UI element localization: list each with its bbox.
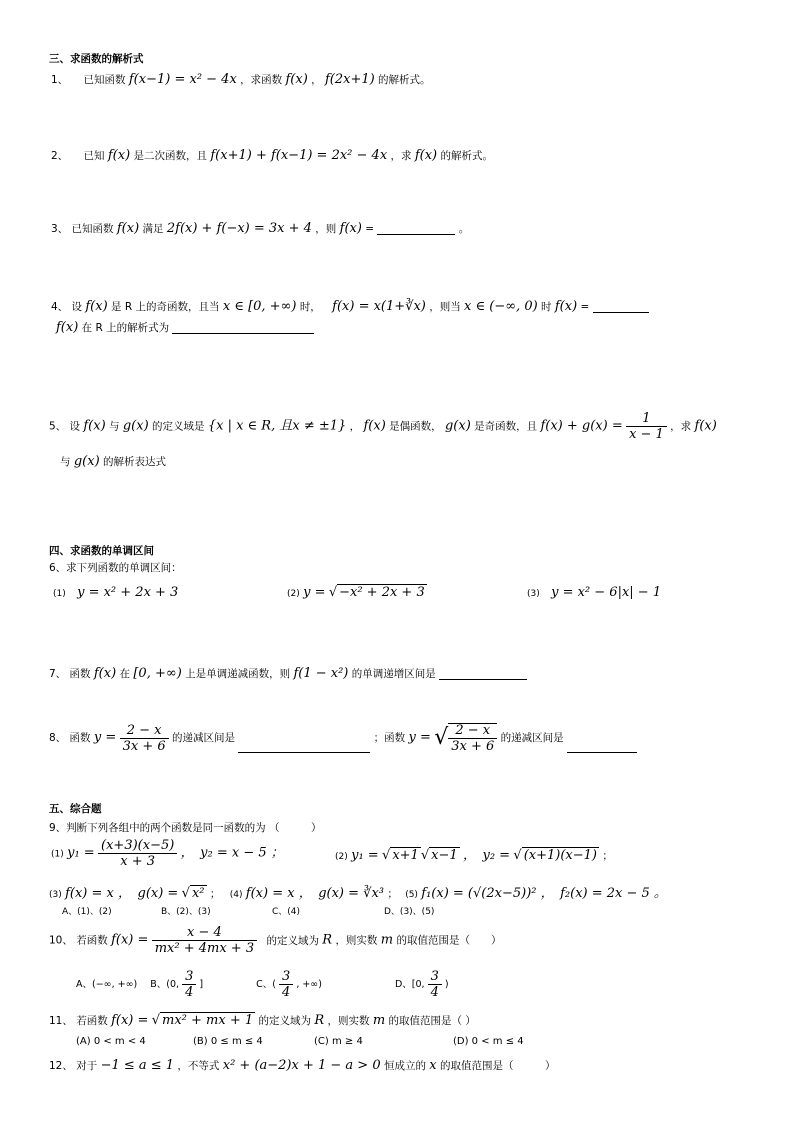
q6-part-1 [53,586,178,599]
q5-text-e: 是偶函数， [389,420,442,433]
q3-expr-2: 2f(x) + f(−x) = 3x + 4 [166,221,312,236]
q5-text-f: 是奇函数，且 [474,420,538,433]
q7-text-a: 函数 [69,668,91,680]
q9-p1-y2: ， y₂ = x − 5 ； [180,845,284,861]
q6-p3-label: (3) [527,589,540,599]
q4-expr-5: f(x) [554,299,578,314]
q6-p1-label: (1) [53,589,66,599]
q10-domain-R: R [322,932,333,948]
q9-p3-radicand: x² [191,886,205,901]
q9-p2-y1: y₁ = [351,848,379,863]
q10-text-a: 若函数 [76,934,108,947]
q9-p2-radicand-1: x+1 [392,848,419,863]
q1-expr-3: f(2x+1) [324,72,375,87]
q10-ob-num: 3 [182,970,196,985]
q12-text-b: ，不等式 [177,1060,220,1072]
q7-number: 7、 [49,668,67,680]
q9-p4-expr: f(x) = x ， g(x) = ∛x³ [245,886,384,901]
q3-end: 。 [458,223,470,235]
q10-od-num: 3 [428,970,442,985]
q3-answer-blank [377,224,455,235]
q10-frac-den: mx² + 4mx + 3 [154,941,255,956]
q10-expr-1: f(x) = [111,932,149,948]
q10-option-c-label: C、( [256,979,276,990]
q10-options [76,970,449,999]
q12-text-a: 对于 [76,1060,98,1072]
q1-text-b: ，求函数 [240,74,283,86]
q1-number: 1、 [51,74,69,86]
q6-part-2 [287,586,427,599]
question-6-intro: 6、求下列函数的单调区间： [49,562,182,574]
q5-text-h: 与 [60,456,71,468]
q11-text-b: 的定义域为 [258,1015,311,1027]
q9-part-2 [335,849,613,862]
q12-text-d: 的取值范围是（ ） [439,1060,556,1072]
q9-option-a[interactable]: A、(1)、(2) [62,907,112,917]
q8-number: 8、 [49,732,67,744]
q11-text-d: 的取值范围是（ ） [388,1015,476,1027]
q11-option-d[interactable]: (D) 0 < m ≤ 4 [453,1036,524,1047]
q12-number: 12、 [49,1060,73,1072]
q10-option-d-end: ) [444,979,449,990]
q6-p1-expr: y = x² + 2x + 3 [77,585,179,600]
q9-p2-y2: ， y₂ = [462,848,511,863]
q9-p1-den: x + 3 [120,854,156,869]
q12-expr-2: x² + (a−2)x + 1 − a > 0 [222,1058,381,1073]
q4-text-d: ，则当 [429,301,461,313]
q3-text-a: 已知函数 [71,223,114,235]
q5-text-a: 设 [69,420,81,433]
q11-text-c: ，则实数 [327,1015,370,1027]
q1-expr: f(x−1) = x² − 4x [128,72,237,87]
q8-text-a: 函数 [69,732,91,744]
q9-p3-root: √ x² [181,886,205,901]
q7-text-d: 的单调递增区间是 [351,668,436,680]
q3-number: 3、 [51,223,69,235]
q2-text-b: 是二次函数，且 [133,150,208,162]
q5-text-g: ，求 [670,420,692,433]
q11-number: 11、 [49,1015,73,1027]
q8-expr-1: y = [93,730,117,745]
q9-option-b[interactable]: B、(2)、(3) [161,907,211,917]
q5-text-b: 与 [109,420,120,433]
q6-p2-radical: √ −x² + 2x + 3 [328,585,425,600]
q5-fraction [626,412,667,441]
q6-p2-label: (2) [287,589,300,599]
q3-text-b: 满足 [142,223,164,235]
q9-p2-label: (2) [335,852,348,862]
q12-text-c: 恒成立的 [383,1060,426,1072]
q9-p2-radicand-2: x−1 [431,848,458,863]
q6-p2-prefix: y = [303,585,326,600]
q5-text-d: ， [349,420,361,433]
q4-eq: = [580,301,590,313]
question-7 [49,667,527,680]
q5-expr-1: f(x) [83,418,106,434]
q10-frac-num: x − 4 [152,926,257,941]
q9-p3-semi: ； [209,888,221,900]
q4-answer-blank-2 [172,323,314,334]
q9-p2-root2: √ x−1 [420,848,458,863]
q3-text-c: ，则 [315,223,337,235]
q9-part-3-5 [49,887,667,900]
q10-option-a[interactable]: A、(−∞, +∞) [76,979,138,990]
q8-text-b: 的递减区间是 [171,732,235,744]
q1-text-c: 的解析式。 [378,74,431,86]
q4-expr-3: f(x) = x(1+∛x) [332,299,426,314]
q10-option-c[interactable] [256,969,325,1000]
q2-expr-2: f(x+1) + f(x−1) = 2x² − 4x [210,148,388,163]
q4-text-e: 时 [541,301,552,313]
q9-p1-label: (1) [51,849,64,860]
question-3 [51,222,469,235]
q8-fraction-1 [120,724,169,753]
q4-expr-4: x ∈ (−∞, 0) [464,299,538,314]
q11-option-b[interactable]: (B) 0 ≤ m ≤ 4 [193,1036,263,1047]
q5-text-c: 的定义域是 [152,420,205,433]
q10-option-b[interactable] [150,969,206,1000]
q10-option-b-label: B、(0, [150,979,180,990]
q4-answer-blank-1 [593,302,649,313]
section-heading-4: 四、求函数的单调区间 [49,545,154,557]
q11-var-m: m [372,1013,386,1028]
q9-p1-fraction [98,839,177,868]
q4-expr-6: f(x) [56,320,79,335]
q8-frac2-den: 3x + 6 [451,739,495,754]
q2-text-c: ，求 [390,150,412,162]
q2-text-a: 已知 [83,150,105,162]
q4-text-b: 是 R 上的奇函数，且当 [111,301,220,313]
q9-p1-num: (x+3)(x−5) [98,839,177,854]
q9-part-1 [51,839,284,868]
q1-text-a: 已知函数 [83,74,126,86]
q10-option-c-frac [279,970,293,999]
q8-fraction-2 [448,723,497,753]
q6-part-3 [527,586,661,599]
q9-p3-expr: f(x) = x ， g(x) = [65,886,179,901]
q7-answer-blank [439,669,527,680]
q4-text-a: 设 [71,301,83,313]
q9-p2-radicand-3: (x+1)(x−1) [523,848,597,863]
question-4-line-2 [56,321,314,334]
q9-p2-root3: √ (x+1)(x−1) [513,848,597,863]
question-5-line-2 [60,455,166,468]
q2-expr-3: f(x) [414,148,438,163]
q10-option-d-label: D、[0, [394,979,425,990]
q3-expr-3: f(x) [339,221,362,236]
q10-number: 10、 [49,934,73,947]
question-1 [51,73,431,86]
q9-p5-label: (5) [405,890,418,900]
q2-number: 2、 [51,150,69,162]
q7-expr-1: f(x) [93,666,117,681]
q10-option-b-end: ] [199,979,204,990]
q1-sep: ， [311,74,322,86]
q5-expr-3: {x | x ∈ R, 且x ≠ ±1} [207,418,347,434]
q10-oc-den: 4 [282,985,291,1000]
q10-var-m: m [380,932,394,948]
q4-expr-1: f(x) [85,299,108,314]
q9-p4-label: (4) [229,890,243,900]
q10-option-c-end: , +∞) [296,979,322,990]
question-2 [51,149,493,162]
q9-p5-expr: f₁(x) = (√(2x−5))² ， f₂(x) = 2x − 5 。 [421,886,667,901]
q6-p2-radicand: −x² + 2x + 3 [339,585,425,600]
q4-expr-2: x ∈ [0, +∞) [222,299,297,314]
section-heading-3: 三、求函数的解析式 [49,53,144,65]
q10-text-d: 的取值范围是（ ） [396,934,502,947]
q1-expr-2: f(x) [285,72,308,87]
q3-expr-1: f(x) [116,221,140,236]
q11-root: √ mx² + mx + 1 [151,1013,254,1028]
q6-p3-expr: y = x² − 6|x| − 1 [551,585,662,600]
q9-p2-semi: ； [602,850,613,862]
q3-eq: = [365,223,375,235]
q5-expr-8: g(x) [73,454,100,469]
q11-text-a: 若函数 [76,1015,108,1027]
q2-text-d: 的解析式。 [440,150,493,162]
q9-p2-root1: √ x+1 [382,848,419,863]
q5-text-i: 的解析表达式 [102,456,166,468]
q8-text-d: 的递减区间是 [500,732,564,744]
q10-ob-den: 4 [185,985,194,1000]
q2-expr-1: f(x) [107,148,131,163]
q8-answer-blank-2 [567,742,637,753]
q10-option-d[interactable] [394,969,449,1000]
q8-frac1-den: 3x + 6 [122,738,166,754]
q9-option-d[interactable]: D、(3)、(5) [384,907,435,917]
q4-number: 4、 [51,301,69,313]
q11-option-a[interactable]: (A) 0 < m < 4 [76,1036,146,1047]
question-8 [49,723,637,753]
q12-var-x: x [429,1058,437,1073]
q7-expr-3: f(1 − x²) [293,666,349,681]
q5-expr-4: f(x) [363,418,386,434]
q9-p3-label: (3) [49,890,62,900]
q10-option-b-frac [182,970,196,999]
question-4 [51,300,649,313]
q5-number: 5、 [49,420,67,433]
q8-text-c: ；函数 [373,732,406,744]
q5-expr-2: g(x) [122,418,149,434]
q12-expr-1: −1 ≤ a ≤ 1 [100,1058,175,1073]
question-5 [49,412,717,441]
q4-text-f: 在 R 上的解析式为 [81,322,170,334]
q10-oc-num: 3 [279,970,293,985]
q10-text-b: 的定义域为 [266,934,319,947]
q4-text-c: 时， [299,301,321,313]
q5-frac-num: 1 [626,412,667,427]
q10-option-d-frac [428,970,442,999]
q10-od-den: 4 [430,985,439,1000]
q8-radical-sign: √ [434,725,449,750]
q7-expr-2: [0, +∞) [133,666,182,681]
q9-p4-semi: ； [387,888,398,900]
q7-text-c: 上是单调递减函数，则 [185,668,291,680]
q5-expr-6: f(x) + g(x) = [540,418,623,434]
q11-domain-R: R [314,1013,325,1028]
q9-option-c[interactable]: C、(4) [272,907,301,917]
q10-text-c: ，则实数 [335,934,378,947]
question-11 [49,1014,476,1027]
q7-text-b: 在 [119,668,131,680]
section-heading-5: 五、综合题 [49,803,102,815]
q8-answer-blank-1 [238,742,370,753]
question-12 [49,1059,555,1072]
q11-option-c[interactable]: (C) m ≥ 4 [314,1036,363,1047]
q5-expr-7: f(x) [694,418,717,434]
question-10 [49,926,501,955]
q8-expr-2: y = [408,730,431,745]
q5-expr-5: g(x) [444,418,471,434]
question-9-intro: 9、判断下列各组中的两个函数是同一函数的为 （ ） [49,822,322,834]
q11-expr-1: f(x) = [111,1013,149,1028]
q10-fraction [152,926,257,955]
q8-frac1-num: 2 − x [120,724,169,739]
q5-frac-den: x − 1 [629,427,664,442]
q8-frac2-num: 2 − x [448,724,497,739]
q11-radicand: mx² + mx + 1 [162,1013,254,1028]
q9-p1-y1: y₁ = [67,845,95,861]
